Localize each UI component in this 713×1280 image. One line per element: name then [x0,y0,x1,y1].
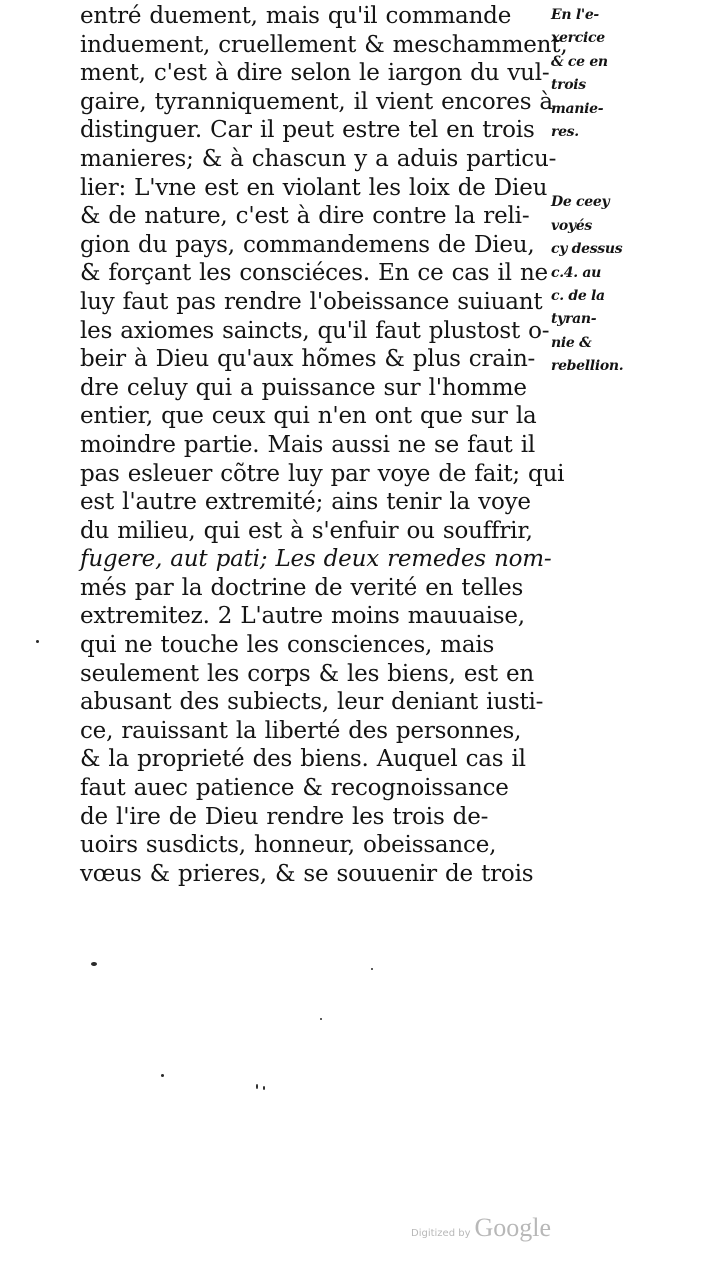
text-line: distinguer. Car il peut estre tel en trois [80,117,535,144]
margin-note-line: tyran- [551,311,597,328]
text-line: dre celuy qui a puissance sur l'homme [80,374,527,401]
margin-note-line: En l'e- [551,7,599,23]
margin-note-line: c.4. au [551,264,602,281]
text-line: ce, rauissant la liberté des personnes, [80,717,522,744]
text-line: & la proprieté des biens. Auquel cas il [80,746,526,773]
margin-note-spacer [551,144,671,191]
marginal-notes [551,4,671,378]
margin-note-line: nie & [551,334,592,351]
text-line: faut auec patience & recognoissance [80,775,509,802]
text-line: pas esleuer cõtre luy par voye de fait; qui [80,460,565,487]
watermark-prefix: Digitized by [411,1228,471,1239]
margin-note-line: c. de la [551,287,605,304]
ink-speck [256,1084,258,1089]
text-line: de l'ire de Dieu rendre les trois de- [80,803,489,830]
ink-speck [91,962,97,966]
ink-speck [263,1086,265,1090]
text-line: gion du pays, commandemens de Dieu, [80,231,535,258]
ink-speck [161,1074,164,1077]
text-line: gaire, tyranniquement, il vient encores à [80,88,553,115]
text-line: manieres; & à chascun y a aduis particu- [80,145,557,172]
text-line: moindre partie. Mais aussi ne se faut il [80,431,536,458]
margin-note-line: manie- [551,100,604,117]
ink-speck [36,640,39,643]
text-line: abusant des subiects, leur deniant iusti- [80,689,544,716]
ink-speck [371,968,373,970]
margin-note-line: res. [551,123,579,140]
text-line: entré duement, mais qu'il commande [80,3,512,29]
text-line: du milieu, qui est à s'enfuir ou souffrir, [80,517,533,544]
text-line: vœus & prieres, & se souuenir de trois [80,860,534,887]
text-line: induement, cruellement & meschamment, [80,31,568,58]
text-line: est l'autre extremité; ains tenir la voye [80,489,531,516]
text-line: les axiomes saincts, qu'il faut plustost o- [80,317,550,344]
text-line: ment, c'est à dire selon le iargon du vul- [80,60,550,87]
text-line: més par la doctrine de verité en telles [80,574,524,601]
margin-note-line: cy dessus [551,241,623,258]
margin-note-line: & ce en [551,53,608,70]
ink-speck [320,1018,322,1020]
text-line: & de nature, c'est à dire contre la reli- [80,203,530,230]
text-line: qui ne touche les consciences, mais [80,632,495,659]
margin-note-line: rebellion. [551,358,624,375]
text-line: uoirs susdicts, honneur, obeissance, [80,832,497,859]
text-line: seulement les corps & les biens, est en [80,660,535,687]
margin-note-line: De ceey [551,194,610,211]
text-line: lier: L'vne est en violant les loix de Dieu [80,174,548,201]
google-logo: Google [474,1213,552,1242]
text-line: beir à Dieu qu'aux hõmes & plus crain- [80,346,536,373]
margin-note-line: voyés [551,217,592,234]
text-line: extremitez. 2 L'autre moins mauuaise, [80,603,525,630]
text-line: & forçant les consciéces. En ce cas il ne [80,260,548,287]
main-text-block [80,2,568,888]
text-line-latin: fugere, aut pati; Les deux remedes nom- [80,546,552,573]
text-line: luy faut pas rendre l'obeissance suiuant [80,288,543,315]
text-line: entier, que ceux qui n'en ont que sur la [80,403,537,430]
digitized-watermark [411,1213,551,1243]
margin-note-line: xercice [551,30,605,47]
margin-note-line: trois [551,77,586,94]
